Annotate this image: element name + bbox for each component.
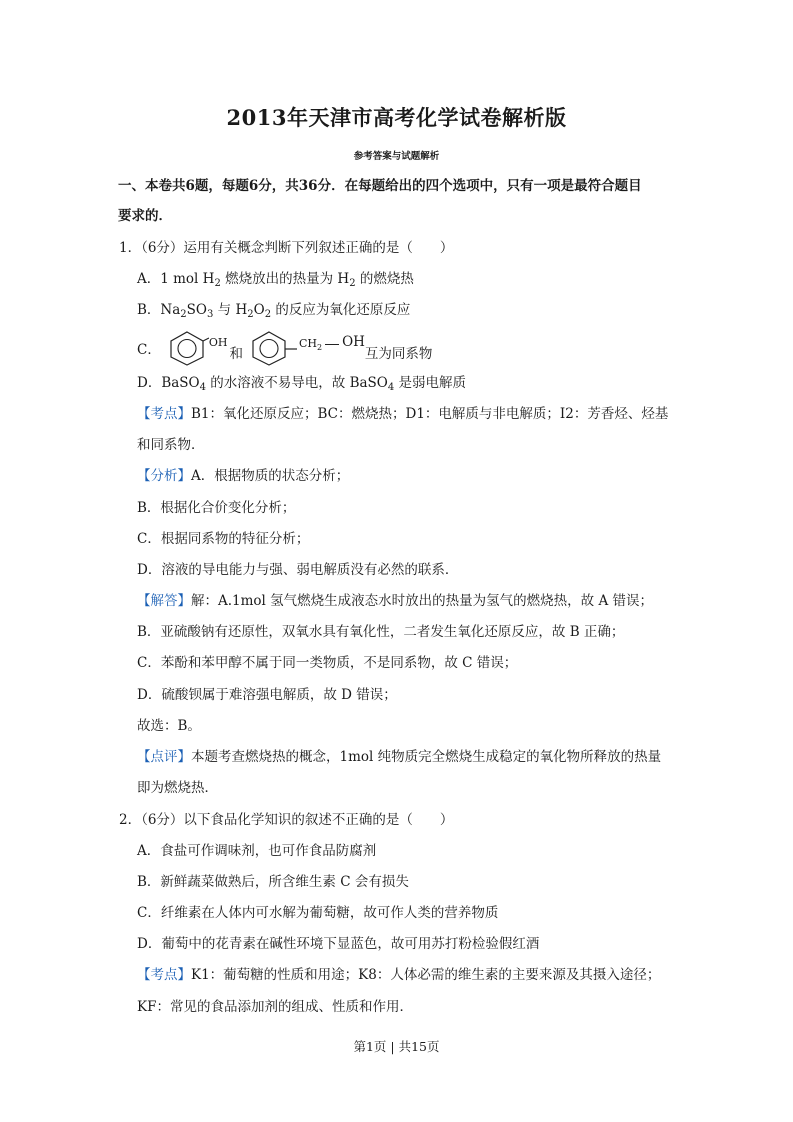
q1-c-ch2-sub: 2 (316, 342, 323, 352)
q1-b-s3: 2 (247, 309, 254, 320)
q2-stem: 2．（6分）以下食品化学知识的叙述不正确的是（ ） (119, 812, 454, 828)
q1-b-t1: B．Na (137, 302, 181, 318)
q1-b-s1: 2 (180, 309, 187, 320)
q1-d-t3: 是弱电解质 (394, 375, 467, 391)
q1-a-sub1: 2 (214, 278, 221, 289)
q1-c-and: 和 (229, 346, 243, 362)
page-title: 2013年天津市高考化学试卷解析版 (226, 105, 567, 130)
page-footer: 第1页 | 共15页 (353, 1039, 440, 1054)
q1-option-c (137, 328, 432, 368)
jieda-a: 解：A.1mol 氢气燃烧生成液态水时放出的热量为氢气的燃烧热，故 A 错误； (191, 593, 653, 609)
q1-option-b (137, 300, 410, 325)
page-subtitle: 参考答案与试题解析 (353, 151, 440, 162)
q1-c-ch: CH (298, 336, 317, 350)
q1-d-t2: 的水溶液不易导电，故 BaSO (205, 375, 388, 391)
q1-kaodian-cont: 和同系物． (137, 437, 205, 453)
q1-c-oh1: OH (208, 335, 228, 349)
q1-b-t4: O (253, 302, 265, 318)
bond-line-icon (325, 344, 339, 345)
q1-kaodian (137, 404, 668, 424)
q1-jieda (137, 591, 653, 611)
benzyl-alcohol-structure-icon (247, 330, 297, 366)
fenxi-tag: 【分析】 (137, 468, 191, 484)
dianping-text: 本题考查燃烧热的概念，1mol 纯物质完全燃烧生成稳定的氧化物所释放的热量 (191, 749, 662, 765)
section-heading (118, 176, 642, 196)
q1-d-s2: 4 (387, 382, 395, 393)
q1-c-text: 互为同系物 (364, 346, 433, 362)
jieda-tag: 【解答】 (137, 593, 191, 609)
q2-option-d: D．葡萄中的花青素在碱性环境下显蓝色，故可用苏打粉检验假红酒 (137, 936, 540, 952)
q1-a-sub2: 2 (349, 278, 356, 289)
q1-c-oh2: OH (342, 334, 365, 350)
q1-c-label: C． (137, 342, 161, 358)
q1-stem: 1．（6分）运用有关概念判断下列叙述正确的是（ ） (119, 240, 454, 256)
section-heading-cont (118, 206, 172, 226)
q2-kaodian-cont: KF：常见的食品添加剂的组成、性质和作用． (137, 999, 413, 1015)
q1-a-text1: A．1 mol H (137, 271, 215, 287)
q2-option-c: C．纤维素在人体内可水解为葡萄糖，故可作人类的营养物质 (137, 905, 499, 921)
q1-d-s1: 4 (199, 382, 206, 393)
q1-dianping (137, 747, 661, 767)
q2-kaodian (137, 965, 660, 985)
q1-jieda-b: B．亚硫酸钠有还原性，双氧水具有氧化性，二者发生氧化还原反应，故 B 正确； (137, 624, 625, 640)
q1-a-text2: 燃烧放出的热量为 H (220, 271, 350, 287)
q1-fenxi-b: B．根据化合价变化分析； (137, 500, 296, 516)
q1-fenxi-c: C．根据同系物的特征分析； (137, 531, 310, 547)
section-heading-line1: 一、本卷共6题，每题6分，共36分．在每题给出的四个选项中，只有一项是最符合题目 (118, 178, 642, 194)
q2-kaodian-tag: 【考点】 (137, 967, 191, 983)
q1-option-a (137, 269, 414, 294)
q2-option-a: A．食盐可作调味剂，也可作食品防腐剂 (137, 843, 377, 859)
q2-option-b: B．新鲜蔬菜做熟后，所含维生素 C 会有损失 (137, 874, 409, 890)
dianping-tag: 【点评】 (137, 749, 191, 765)
q1-b-t2: SO (186, 302, 207, 318)
q1-jieda-select: 故选：B。 (137, 718, 201, 734)
q1-jieda-c: C．苯酚和苯甲醇不属于同一类物质，不是同系物，故 C 错误； (137, 655, 518, 671)
q1-a-text3: 的燃烧热 (355, 271, 414, 287)
kaodian-text: B1：氧化还原反应；BC：燃烧热；D1：电解质与非电解质；I2：芳香烃、烃基 (191, 406, 669, 422)
q1-c-ch2 (299, 337, 322, 352)
q1-b-t3: 与 H (213, 302, 248, 318)
q1-jieda-d: D．硫酸钡属于难溶强电解质，故 D 错误； (137, 687, 397, 703)
kaodian-tag: 【考点】 (137, 406, 191, 422)
q1-b-s4: 2 (264, 309, 272, 320)
q1-b-t5: 的反应为氧化还原反应 (271, 302, 411, 318)
q1-option-d (137, 373, 466, 398)
phenol-structure-icon (165, 330, 209, 366)
q2-kaodian-text: K1：葡萄糖的性质和用途；K8：人体必需的维生素的主要来源及其摄入途径； (191, 967, 661, 983)
q1-dianping-cont: 即为燃烧热． (137, 780, 218, 796)
q1-b-s2: 3 (207, 309, 214, 320)
q1-d-t1: D．BaSO (137, 375, 200, 391)
q1-fenxi-d: D．溶液的导电能力与强、弱电解质没有必然的联系． (137, 562, 459, 578)
q1-fenxi (137, 466, 349, 486)
fenxi-a: A．根据物质的状态分析； (191, 468, 350, 484)
section-heading-line2: 要求的． (118, 208, 172, 224)
